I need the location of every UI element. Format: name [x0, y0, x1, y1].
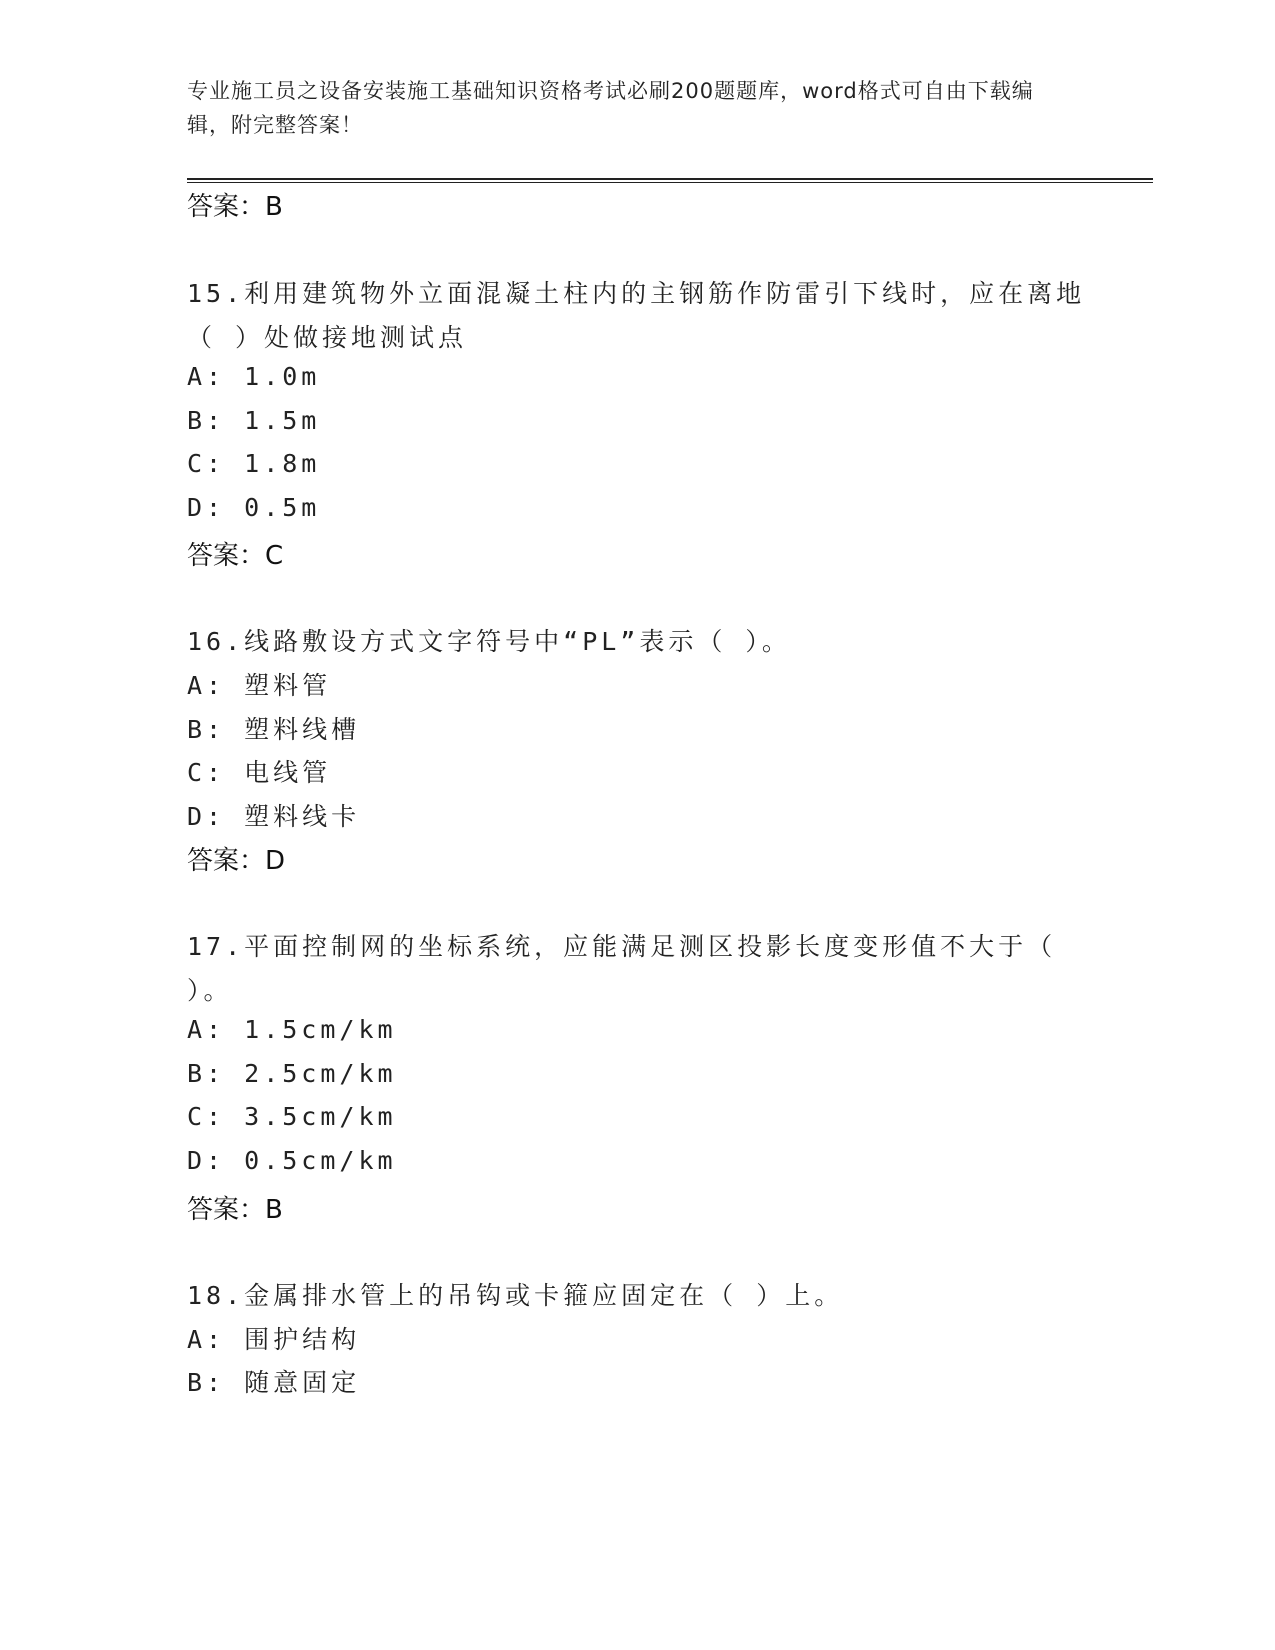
answer-q14: 答案：B: [187, 192, 283, 222]
question-16-text-line1: 16.线路敷设方式文字符号中“PL”表示（ ）。: [187, 627, 791, 656]
question-16-option-b: B: 塑料线槽: [187, 715, 361, 744]
question-16-option-c: C: 电线管: [187, 758, 332, 787]
question-15-text-line2: （ ）处做接地测试点: [187, 323, 468, 352]
question-18-text-line1: 18.金属排水管上的吊钩或卡箍应固定在（ ）上。: [187, 1281, 844, 1310]
question-18-option-a: A: 围护结构: [187, 1325, 361, 1354]
question-17-text-line2: ）。: [187, 976, 233, 1005]
question-16-option-d: D: 塑料线卡: [187, 802, 361, 831]
question-17-option-a: A: 1.5cm/km: [187, 1015, 397, 1044]
question-15-option-a: A: 1.0m: [187, 362, 321, 391]
question-15-option-c: C: 1.8m: [187, 449, 321, 478]
question-17-option-c: C: 3.5cm/km: [187, 1102, 397, 1131]
header-divider: [187, 178, 1153, 183]
question-17-option-d: D: 0.5cm/km: [187, 1146, 397, 1175]
document-header: 专业施工员之设备安装施工基础知识资格考试必刷200题题库，word格式可自由下载编辑，附完整答案！: [187, 79, 1034, 137]
question-18-option-b: B: 随意固定: [187, 1368, 361, 1397]
answer-q15: 答案：C: [187, 541, 284, 571]
question-16-option-a: A: 塑料管: [187, 671, 332, 700]
question-15-text-line1: 15.利用建筑物外立面混凝土柱内的主钢筋作防雷引下线时，应在离地: [187, 279, 1086, 308]
question-17-text-line1: 17.平面控制网的坐标系统，应能满足测区投影长度变形值不大于（: [187, 932, 1057, 961]
question-17-option-b: B: 2.5cm/km: [187, 1059, 397, 1088]
question-15-option-b: B: 1.5m: [187, 406, 321, 435]
answer-q17: 答案：B: [187, 1195, 283, 1225]
answer-q16: 答案：D: [187, 846, 286, 876]
question-15-option-d: D: 0.5m: [187, 493, 321, 522]
